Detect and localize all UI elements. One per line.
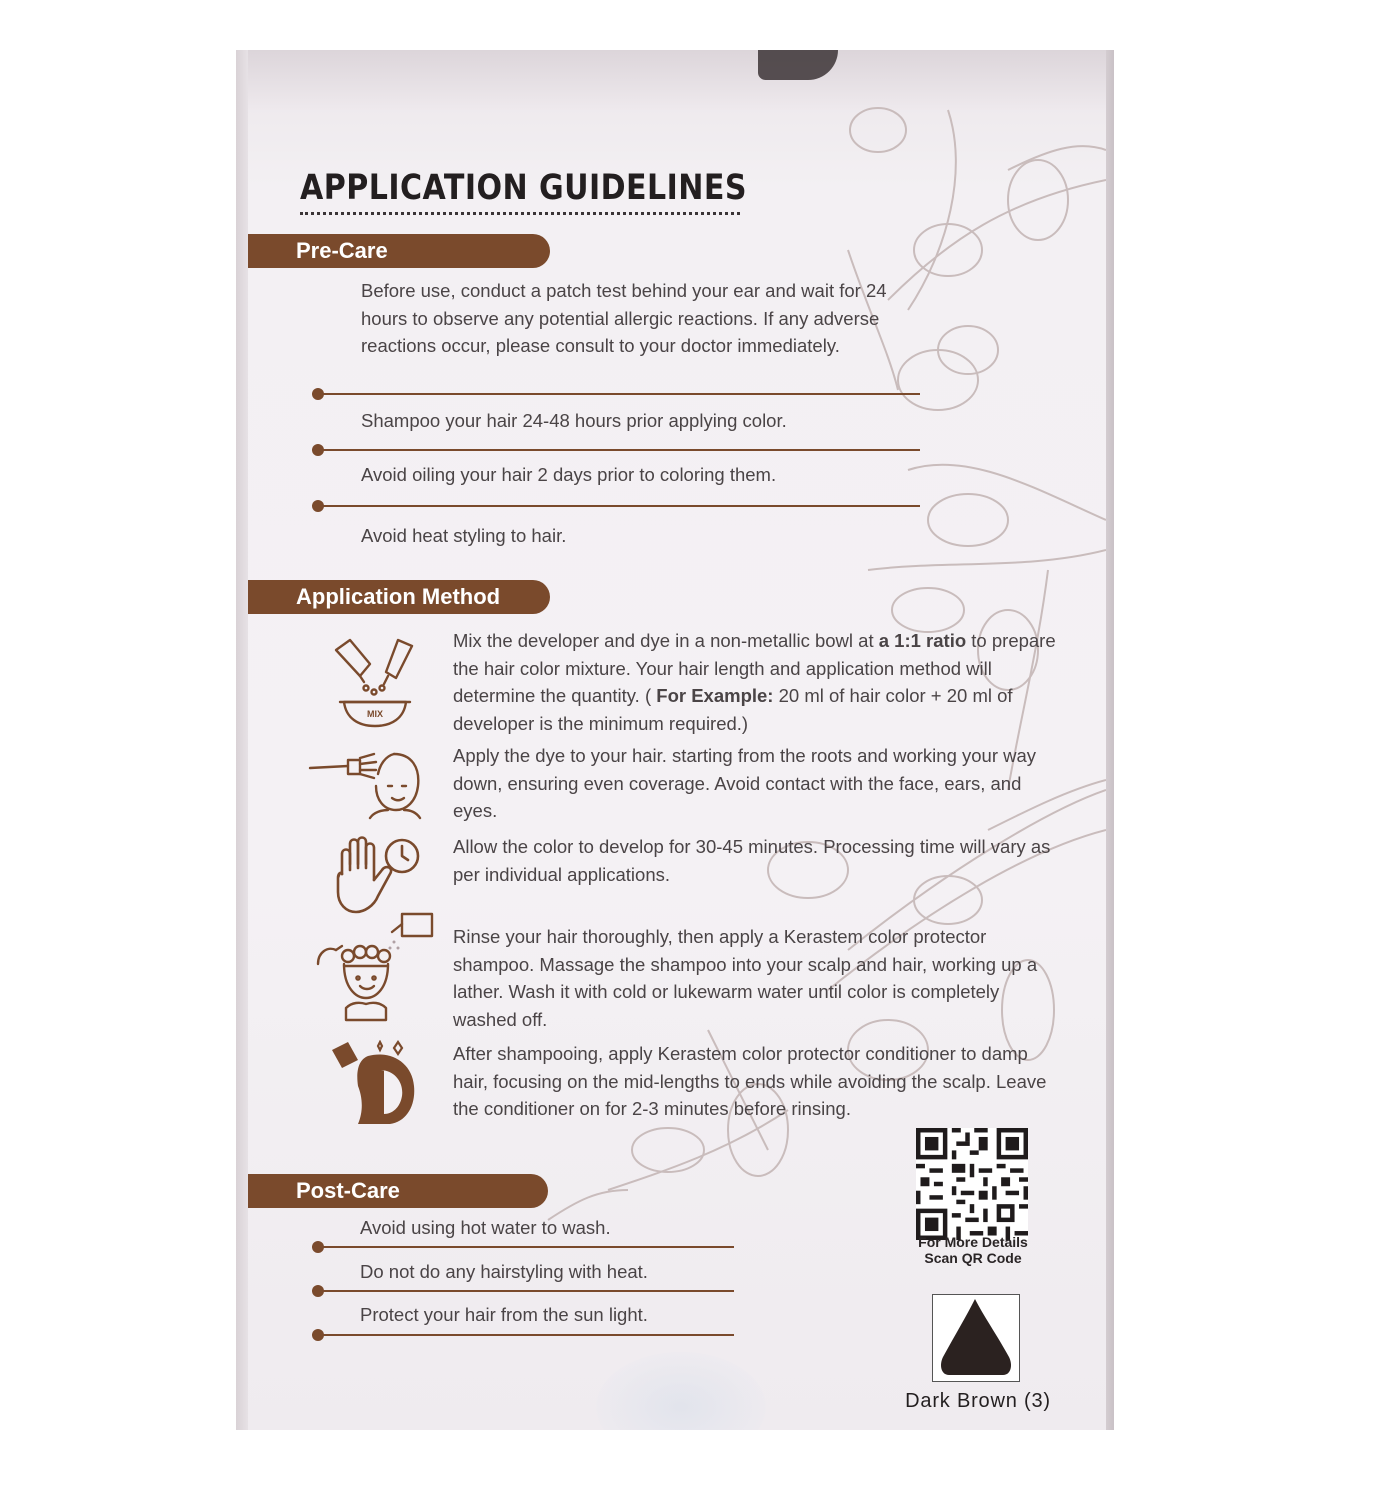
shampoo-rinse-icon bbox=[312, 912, 436, 1022]
step1-text-c: 20 ml of hair color + 20 ml of developer is the minimum required.) bbox=[453, 685, 1013, 734]
divider-line bbox=[318, 393, 920, 395]
application-step-1 bbox=[453, 627, 1063, 737]
shade-name: Dark Brown (3) bbox=[905, 1390, 1051, 1412]
divider-line bbox=[318, 449, 920, 451]
qr-caption-line-2: Scan QR Code bbox=[924, 1250, 1022, 1266]
step1-example-label: For Example: bbox=[656, 685, 774, 706]
step1-text-b: to prepare the hair color mixture. Your hair length and application method will determine the quantity. ( bbox=[453, 630, 1056, 706]
application-step-5: After shampooing, apply Kerastem color protector conditioner to damp hair, focusing on the mid-lengths to ends while avoiding the scalp. Leave the conditioner on for 2-3 minutes before rinsing. bbox=[453, 1043, 1047, 1119]
hand-clock-icon bbox=[328, 834, 424, 916]
post-care-item-3: Protect your hair from the sun light. bbox=[360, 1304, 648, 1325]
pre-care-item-4: Avoid heat styling to hair. bbox=[361, 525, 567, 546]
step1-ratio: a 1:1 ratio bbox=[878, 630, 967, 651]
divider-line bbox=[318, 1290, 734, 1292]
application-step-4: Rinse your hair thoroughly, then apply a Kerastem color protector shampoo. Massage the shampoo into your scalp and hair, working up a lather. Wash it with cold or lukewarm water until color is completely washed off. bbox=[453, 926, 1038, 1030]
shade-swatch bbox=[932, 1294, 1020, 1382]
pre-care-header: Pre-Care bbox=[248, 234, 550, 268]
application-method-header: Application Method bbox=[248, 580, 550, 614]
step1-text-a: Mix the developer and dye in a non-metallic bowl at bbox=[453, 630, 879, 651]
qr-code-icon[interactable] bbox=[916, 1128, 1028, 1240]
pre-care-item-1: Before use, conduct a patch test behind your ear and wait for 24 hours to observe any potential allergic reactions. If any adverse reactions occur, please consult to your doctor immediately. bbox=[361, 280, 887, 356]
pre-care-item-3: Avoid oiling your hair 2 days prior to coloring them. bbox=[361, 464, 777, 485]
hair-strand-icon bbox=[933, 1295, 1018, 1380]
mix-bowl-icon bbox=[330, 636, 420, 730]
post-care-header: Post-Care bbox=[248, 1174, 548, 1208]
divider-line bbox=[318, 1334, 734, 1336]
title-dotted-underline bbox=[300, 212, 740, 215]
post-care-item-1: Avoid using hot water to wash. bbox=[360, 1217, 611, 1238]
qr-caption bbox=[878, 1234, 1068, 1266]
mix-label: MIX bbox=[366, 709, 384, 719]
divider-line bbox=[318, 505, 920, 507]
page-title: APPLICATION GUIDELINES bbox=[300, 168, 747, 208]
divider-line bbox=[318, 1246, 734, 1248]
qr-caption-line-1: For More Details bbox=[918, 1234, 1028, 1250]
application-step-3: Allow the color to develop for 30-45 minutes. Processing time will vary as per individual applications. bbox=[453, 836, 1051, 885]
post-care-item-2: Do not do any hairstyling with heat. bbox=[360, 1261, 648, 1282]
application-step-2: Apply the dye to your hair. starting from the roots and working your way down, ensuring even coverage. Avoid contact with the face, ears, and eyes. bbox=[453, 745, 1037, 821]
brush-face-icon bbox=[308, 746, 424, 820]
pre-care-item-2: Shampoo your hair 24-48 hours prior applying color. bbox=[361, 410, 787, 431]
product-box-back-panel bbox=[248, 50, 1106, 1430]
conditioner-hair-icon bbox=[328, 1040, 428, 1124]
